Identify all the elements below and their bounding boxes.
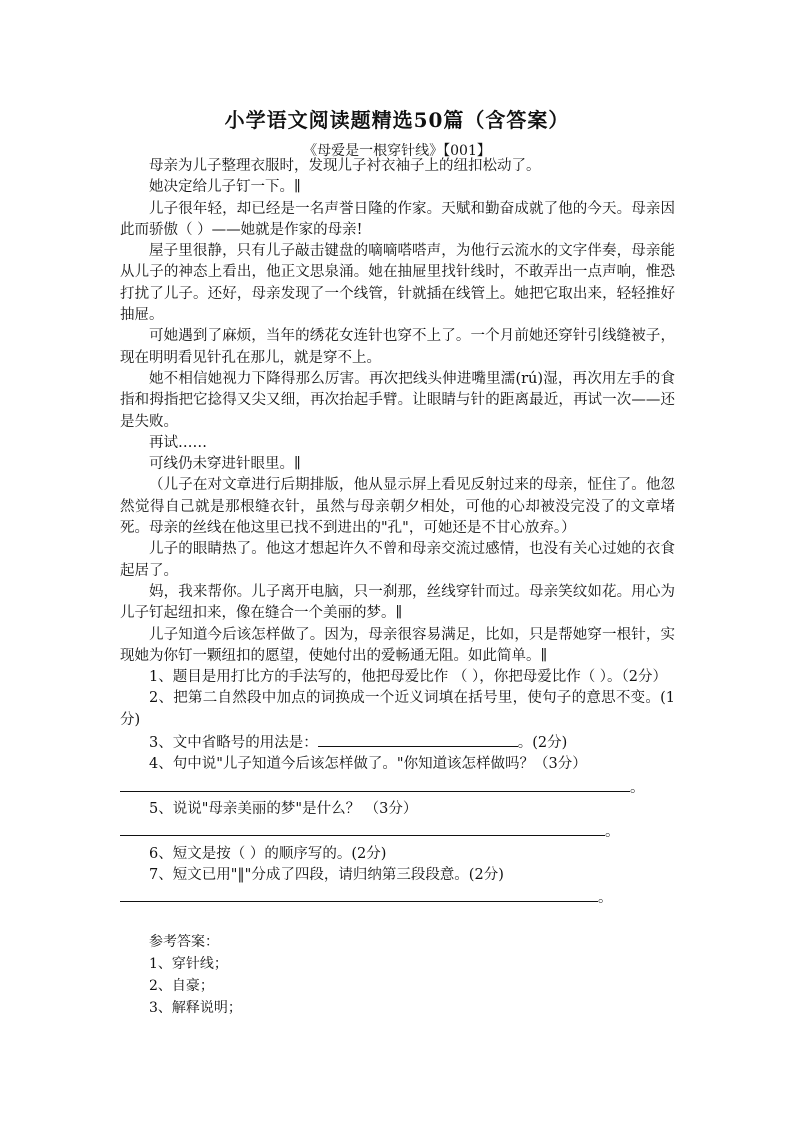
question-3-text: 3、文中省略号的用法是： [149, 735, 318, 752]
answer-blank[interactable] [120, 776, 630, 792]
paragraph: 可线仍未穿进针眼里。∥ [149, 456, 301, 473]
answer-item: 2、自豪； [149, 978, 214, 995]
answer-line-end: 。 [630, 779, 645, 796]
document-title: 小学语文阅读题精选50篇（含答案） [224, 108, 570, 132]
answer-line-end: 。 [598, 890, 613, 907]
paragraph: 再试…… [149, 434, 207, 451]
answer-line-row [120, 776, 675, 799]
answer-line-end: 。 [605, 824, 620, 841]
paragraph: 妈，我来帮你。儿子离开电脑，只一刹那，丝线穿针而过。母亲笑纹如花。用心为儿子钉起纽扣来，像在缝合一个美丽的梦。∥ [120, 583, 675, 622]
article-subtitle: 《母爱是一根穿针线》【001】 [303, 143, 491, 159]
question-3 [120, 731, 675, 754]
paragraph: 她不相信她视力下降得那么厉害。再次把线头伸进嘴里濡(rú)湿，再次用左手的食指和拇指把它捻得又尖又细，再次抬起手臂。让眼睛与针的距离最近，再试一次——还是失败。 [120, 370, 675, 430]
paragraph: 儿子很年轻，却已经是一名声誉日隆的作家。天赋和勤奋成就了他的今天。母亲因此而骄傲（ ）——她就是作家的母亲! [120, 200, 675, 238]
answer-blank[interactable] [120, 820, 605, 836]
question-1: 1、题目是用打比方的手法写的，他把母爱比作 （ ），你把母爱比作（ ）。（2分） [149, 669, 668, 686]
answer-item: 1、穿针线； [149, 956, 228, 973]
article-body [120, 156, 675, 1019]
answer-line-row [120, 886, 675, 909]
question-6: 6、短文是按（ ）的顺序写的。(2分) [149, 845, 387, 862]
paragraph: 她决定给儿子钉一下。∥ [149, 179, 301, 196]
paragraph: 可她遇到了麻烦，当年的绣花女连针也穿不上了。一个月前她还穿针引线缝被子，现在明明看见针孔在那儿，就是穿不上。 [120, 328, 675, 366]
paragraph: （儿子在对文章进行后期排版，他从显示屏上看见反射过来的母亲，怔住了。他忽然觉得自己就是那根缝衣针，虽然与母亲朝夕相处，可他的心却被没完没了的文章堵死。母亲的丝线在他这里已找不到进出的"孔"，可她还是不甘心放弃。） [120, 477, 675, 537]
answer-line-row [120, 820, 675, 843]
paragraph: 儿子的眼睛热了。他这才想起许久不曾和母亲交流过感情，也没有关心过她的衣食起居了。 [120, 541, 675, 579]
paragraph: 母亲为儿子整理衣服时，发现儿子衬衣袖子上的纽扣松动了。 [149, 158, 541, 174]
answer-blank[interactable] [318, 731, 518, 747]
spacer [120, 909, 675, 931]
paragraph: 儿子知道今后该怎样做了。因为，母亲很容易满足，比如，只是帮她穿一根针，实现她为你钉一颗纽扣的愿望，使她付出的爱畅通无阻。如此简单。∥ [120, 626, 675, 664]
question-7: 7、短文已用"‖"分成了四段，请归纳第三段段意。(2分) [149, 866, 504, 883]
answer-item: 3、解释说明； [149, 1000, 242, 1017]
paragraph: 屋子里很静，只有儿子敲击键盘的嘀嘀嗒嗒声，为他行云流水的文字伴奏，母亲能从儿子的神态上看出，他正文思泉涌。她在抽屉里找针线时，不敢弄出一点声响，惟恐打扰了儿子。还好，母亲发现了一个线管，针就插在线管上。她把它取出来，轻轻推好抽屉。 [120, 243, 675, 324]
question-3-score: 。(2分) [517, 735, 568, 752]
answer-blank[interactable] [120, 886, 598, 902]
answers-heading: 参考答案： [149, 934, 219, 951]
question-4: 4、句中说"儿子知道今后该怎样做了。"你知道该怎样做吗？（3分） [149, 756, 587, 773]
question-5: 5、说说"母亲美丽的梦"是什么？ （3分） [149, 800, 418, 817]
question-2: 2、把第二自然段中加点的词换成一个近义词填在括号里，使句子的意思不变。(1分) [120, 690, 675, 728]
